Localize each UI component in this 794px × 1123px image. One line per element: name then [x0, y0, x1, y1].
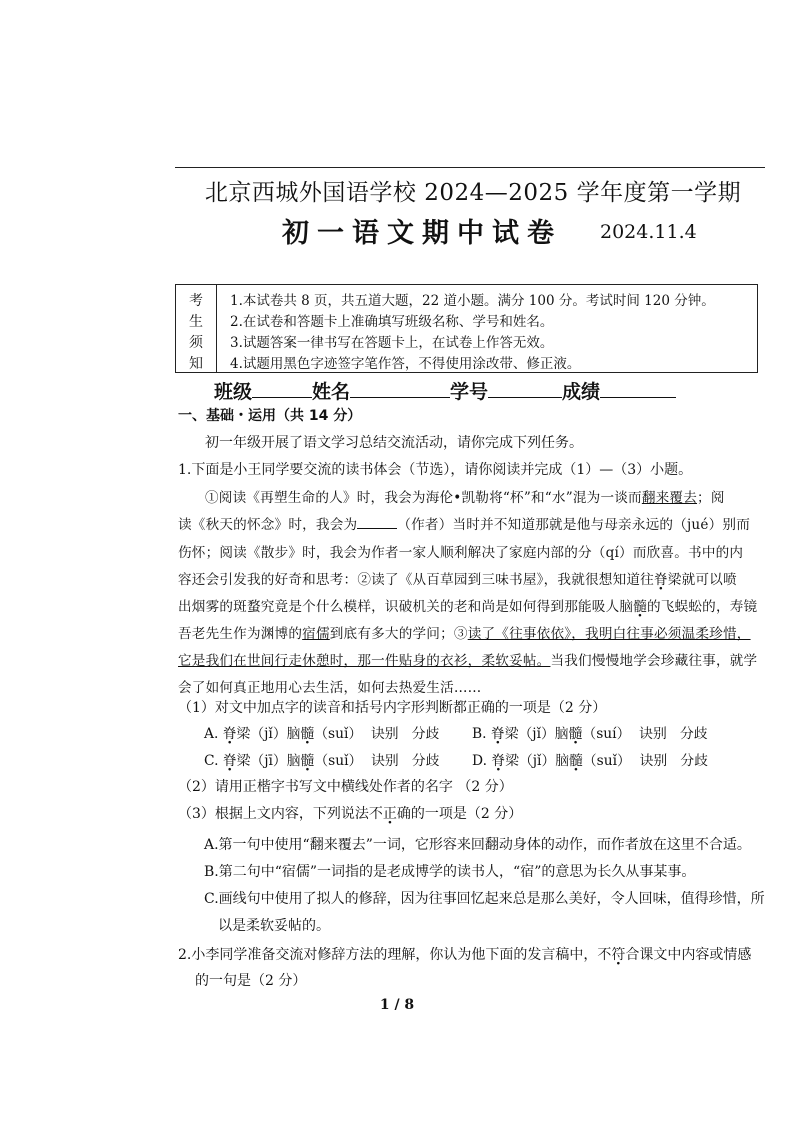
- subquestion-1: （1）对文中加点字的读音和括号内字形判断都正确的一项是（2 分）: [178, 700, 607, 716]
- underlined-sentence: 它是我们在世间行走休憩时，那一件贴身的衣衫，柔软妥帖。: [178, 653, 551, 669]
- emphasis-text: 不符合: [597, 947, 640, 963]
- notice-char: 知: [189, 356, 203, 372]
- page-number: 1 / 8: [379, 997, 415, 1013]
- option-d: D. 脊梁（jǐ）脑髓（suǐ） 诀别 分歧: [472, 753, 708, 769]
- class-label: 班级: [214, 381, 253, 403]
- notice-item: 1.本试卷共 8 页，共五道大题，22 道小题。满分 100 分。考试时间 120 分钟。: [230, 293, 715, 309]
- option-b: B. 脊梁（jǐ）脑髓（suí） 诀别 分歧: [472, 726, 708, 742]
- underlined-phrase: 翻来覆去: [641, 490, 698, 506]
- number-label: 学号: [450, 381, 489, 403]
- question-2-stem: 2.小李同学准备交流对修辞方法的理解，你认为他下面的发言稿中，不符合课文中内容或情感: [178, 947, 752, 963]
- exam-date: 2024.11.4: [600, 221, 697, 243]
- option-a: A. 脊梁（jǐ）脑髓（suǐ） 诀别 分歧: [204, 726, 440, 742]
- underlined-sentence: 读了《往事依依》，我明白往事必须温柔珍惜，: [467, 626, 751, 642]
- notice-item: 2.在试卷和答题卡上准确填写班级名称、学号和姓名。: [230, 314, 554, 330]
- school-title: 北京西城外国语学校 2024—2025 学年度第一学期: [204, 180, 742, 206]
- dotted-char: 髓: [633, 599, 647, 615]
- option-c: C. 脊梁（jī）脑髓（suǐ） 诀别 分歧: [204, 753, 440, 769]
- exam-title: 初一语文期中试卷: [282, 218, 562, 249]
- passage-line: 容还会引发我的好奇和思考：②读了《从百草园到三味书屋》，我就很想知道往脊梁就可以喷: [178, 572, 737, 588]
- notice-label: [176, 285, 217, 372]
- notice-char: 生: [189, 314, 203, 330]
- passage-line: 出烟雾的斑蝥究竟是个什么模样，识破机关的老和尚是如何得到那能吸人脑髓的飞蜈蚣的，寿镜: [178, 599, 758, 615]
- sub3-option-a: A.第一句中使用“翻来覆去”一词，它形容来回翻动身体的动作，而作者放在这里不合适。: [204, 837, 751, 853]
- passage-line: ①阅读《再塑生命的人》时，我会为海伦•凯勒将“杯”和“水”混为一谈而翻来覆去；阅: [205, 490, 725, 506]
- name-label: 姓名: [312, 381, 351, 403]
- notice-char: 考: [189, 293, 203, 309]
- passage-line: 它是我们在世间行走休憩时，那一件贴身的衣衫，柔软妥帖。当我们慢慢地学会珍藏往事，就学: [178, 653, 758, 669]
- number-blank[interactable]: [488, 379, 562, 398]
- passage-line: 伤怀；阅读《散步》时，我会为作者一家人顺利解决了家庭内部的分（qí）而欣喜。书中的内: [178, 545, 744, 561]
- notice-char: 须: [189, 335, 203, 351]
- dotted-char: 脊: [653, 572, 668, 588]
- notice-item: 4.试题用黑色字迹签字笔作答，不得使用涂改带、修正液。: [230, 356, 581, 372]
- header-rule: [175, 167, 765, 168]
- passage-line: 读《秋天的怀念》时，我会为 （作者）当时并不知道那就是他与母亲永远的（jué）别而: [178, 513, 750, 533]
- sub3-option-c: C.画线句中使用了拟人的修辞，因为往事回忆起来总是那么美好，令人回味，值得珍惜，所: [204, 891, 765, 907]
- score-label: 成绩: [562, 381, 601, 403]
- section-title: 一、基础・运用（共 14 分）: [178, 408, 362, 424]
- question-2-stem-cont: 的一句是（2 分）: [195, 973, 307, 989]
- underlined-phrase: 宿儒: [302, 626, 330, 642]
- question-1-stem: 1.下面是小王同学要交流的读书体会（节选），请你阅读并完成（1）—（3）小题。: [178, 462, 693, 478]
- sub3-option-b: B.第二句中“宿儒”一词指的是老成博学的读书人，“宿”的意思为长久从事某事。: [204, 864, 696, 880]
- notice-item: 3.试题答案一律书写在答题卡上，在试卷上作答无效。: [230, 335, 554, 351]
- name-blank[interactable]: [350, 379, 450, 398]
- author-blank: [357, 514, 397, 529]
- sub3-option-c-cont: 以是柔软妥帖的。: [218, 918, 330, 934]
- passage-line: 吾老先生作为渊博的宿儒到底有多大的学问；③读了《往事依依》，我明白往事必须温柔珍惜，: [178, 626, 751, 642]
- section-intro: 初一年级开展了语文学习总结交流活动，请你完成下列任务。: [205, 435, 583, 451]
- score-blank[interactable]: [600, 379, 676, 398]
- emphasis-text: 不正确: [368, 806, 411, 822]
- subquestion-2: （2）请用正楷字书写文中横线处作者的名字 （2 分）: [178, 779, 513, 795]
- class-blank[interactable]: [252, 379, 312, 398]
- notice-box: [175, 284, 758, 373]
- passage-line: 会了如何真正地用心去生活，如何去热爱生活……: [178, 680, 482, 696]
- student-info: [214, 377, 676, 404]
- subquestion-3: （3）根据上文内容，下列说法不正确的一项是（2 分）: [178, 806, 523, 822]
